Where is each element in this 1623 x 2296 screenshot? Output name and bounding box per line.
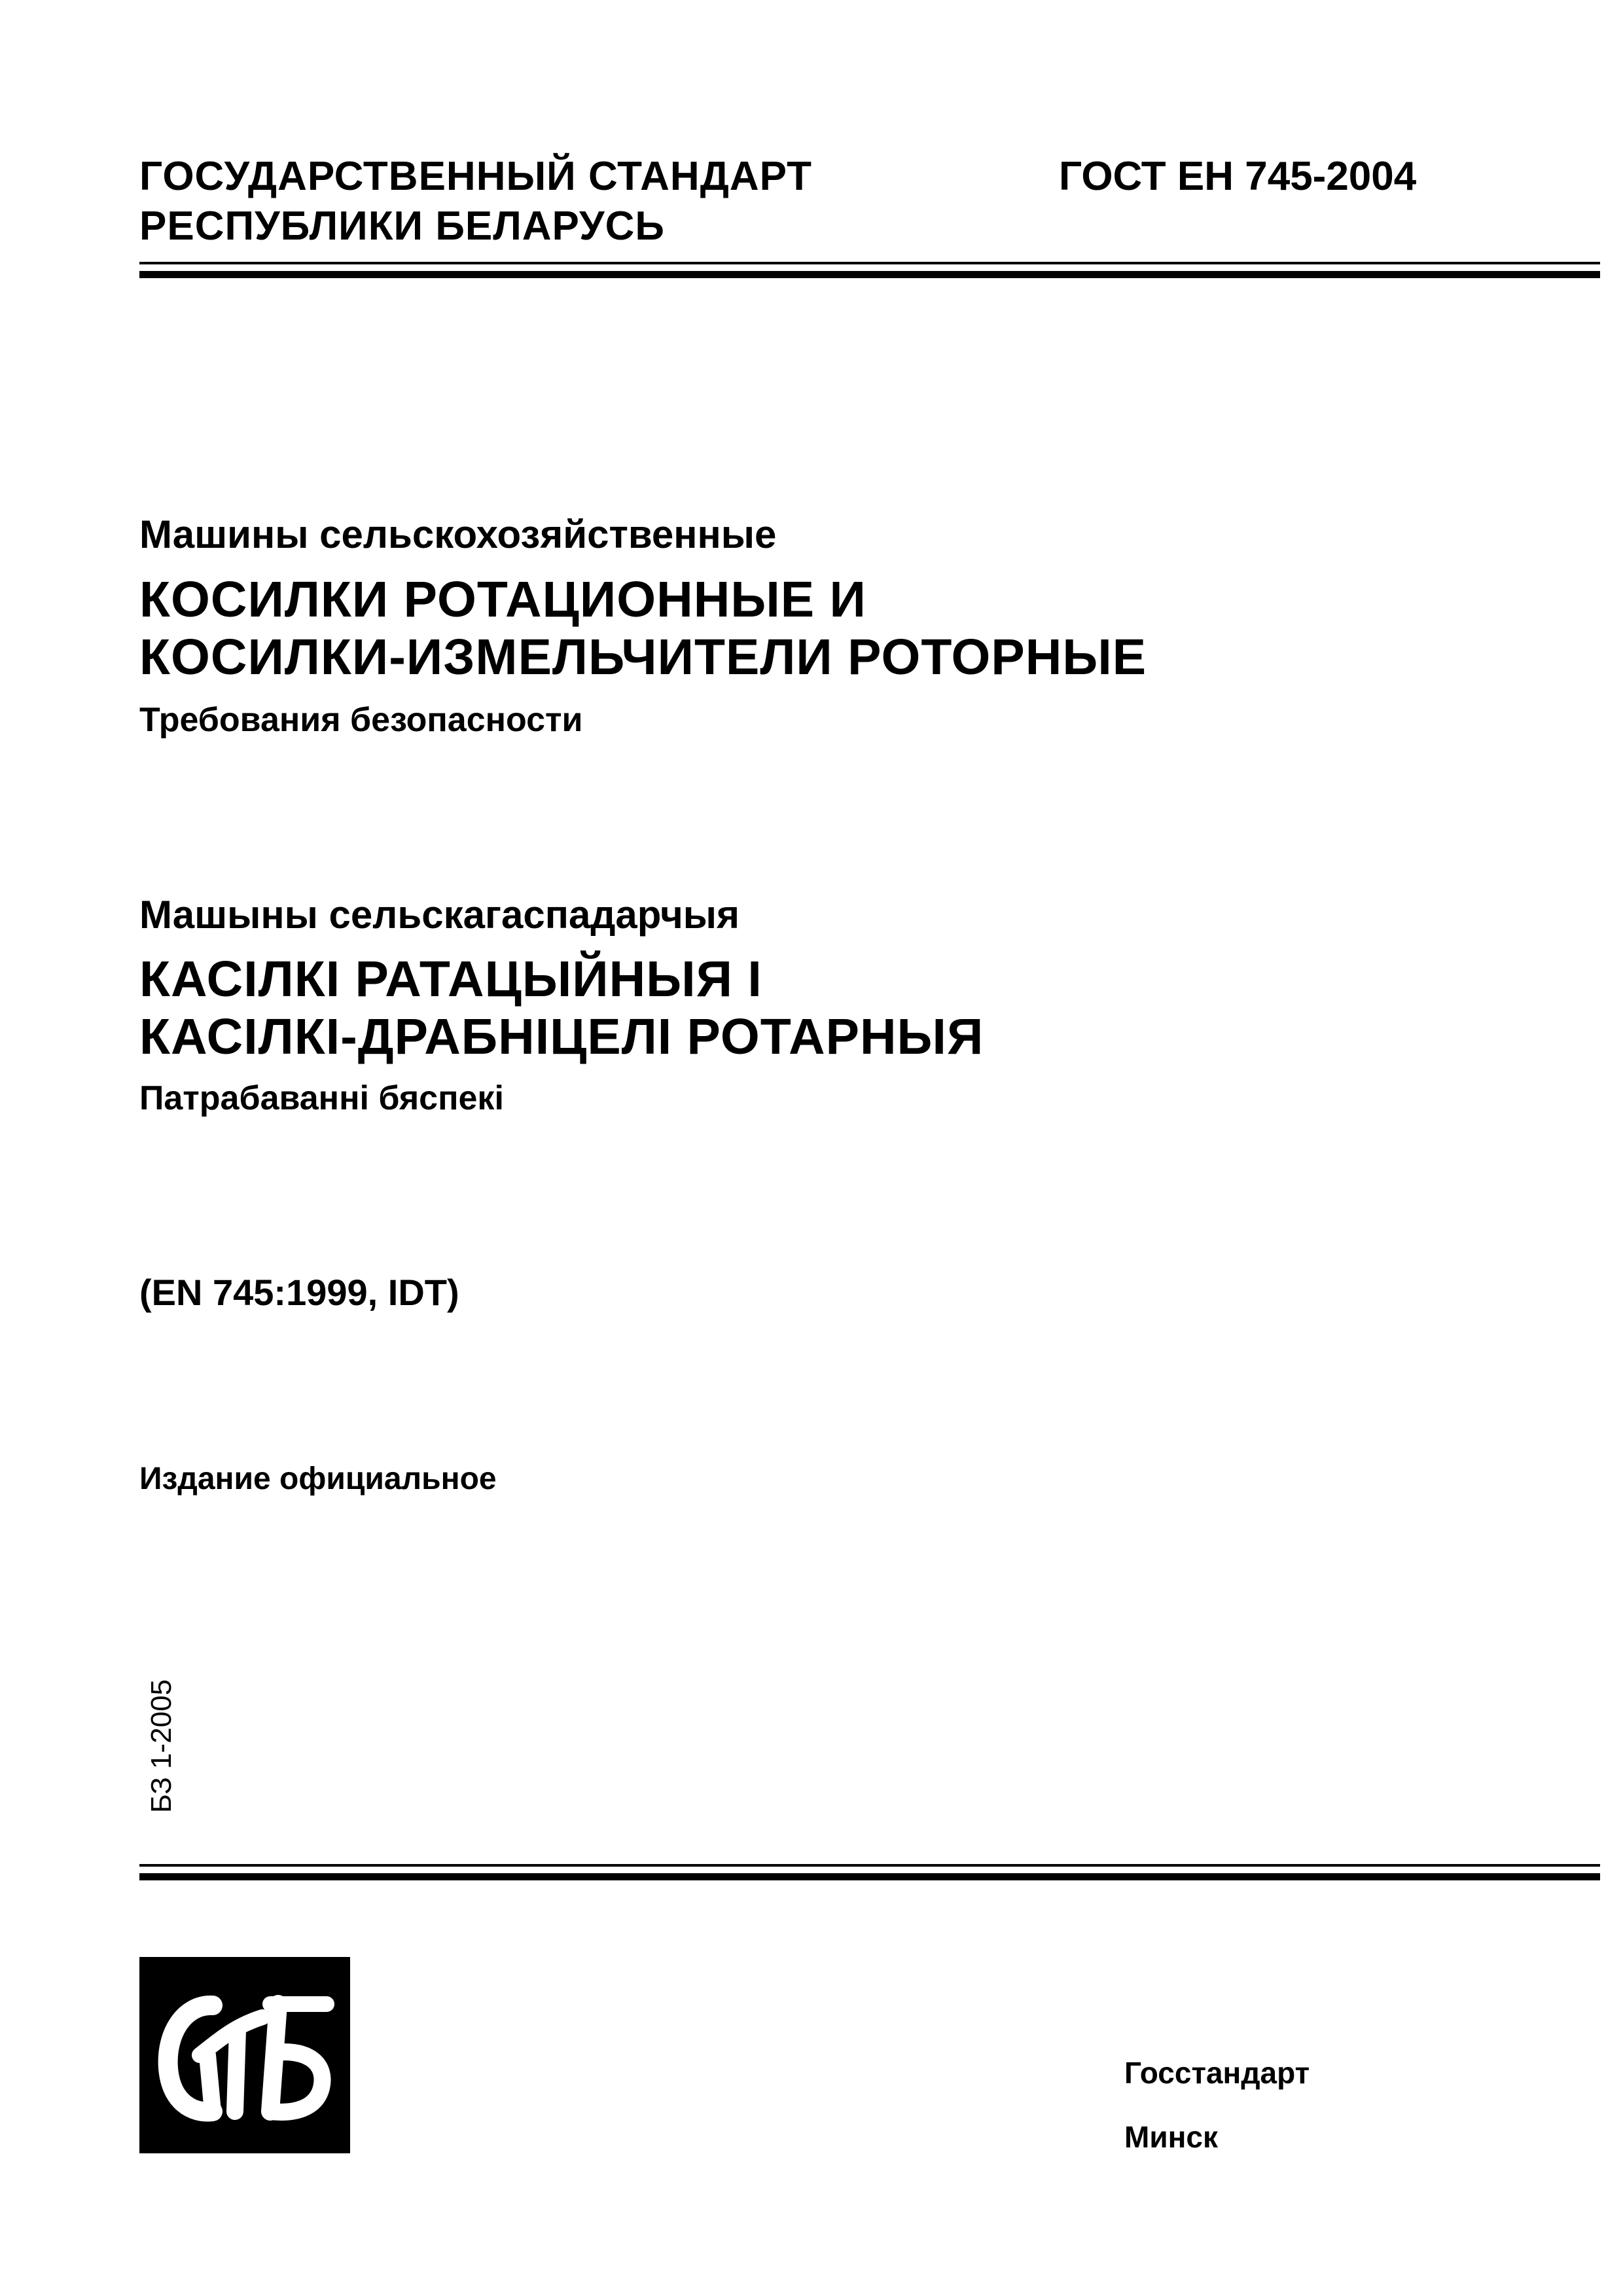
stb-logo-mark <box>139 1957 350 2153</box>
edition-note: Издание официальное <box>139 1462 497 1496</box>
stb-logo <box>139 1957 350 2153</box>
bottom-rule-thin <box>139 1864 1600 1867</box>
title-ru-line-2: КОСИЛКИ-ИЗМЕЛЬЧИТЕЛИ РОТОРНЫЕ <box>139 629 1147 685</box>
side-code: БЗ 1-2005 <box>145 1679 177 1813</box>
standard-code: ГОСТ ЕН 745-2004 <box>1059 154 1417 199</box>
title-by-category: Машыны сельскагаспадарчыя <box>139 893 740 937</box>
title-by-line-1: КАСІЛКІ РАТАЦЫЙНЫЯ І <box>139 951 762 1007</box>
organization-line-1: ГОСУДАРСТВЕННЫЙ СТАНДАРТ <box>139 154 813 199</box>
title-by-subtitle: Патрабаванні бяспекі <box>139 1079 504 1117</box>
international-reference: (EN 745:1999, IDT) <box>139 1272 459 1313</box>
organization-name <box>139 152 812 251</box>
bottom-rule-thick <box>139 1873 1600 1880</box>
organization-line-2: РЕСПУБЛИКИ БЕЛАРУСЬ <box>139 204 665 249</box>
publisher-city: Минск <box>1124 2120 1218 2154</box>
publisher-name: Госстандарт <box>1124 2056 1310 2090</box>
title-ru-category: Машины сельскохозяйственные <box>139 512 777 556</box>
title-ru-subtitle: Требования безопасности <box>139 701 583 739</box>
top-rule-thin <box>139 262 1600 264</box>
title-by-line-2: КАСІЛКІ-ДРАБНІЦЕЛІ РОТАРНЫЯ <box>139 1009 984 1065</box>
top-rule-thick <box>139 271 1600 278</box>
title-ru-line-1: КОСИЛКИ РОТАЦИОННЫЕ И <box>139 571 866 628</box>
